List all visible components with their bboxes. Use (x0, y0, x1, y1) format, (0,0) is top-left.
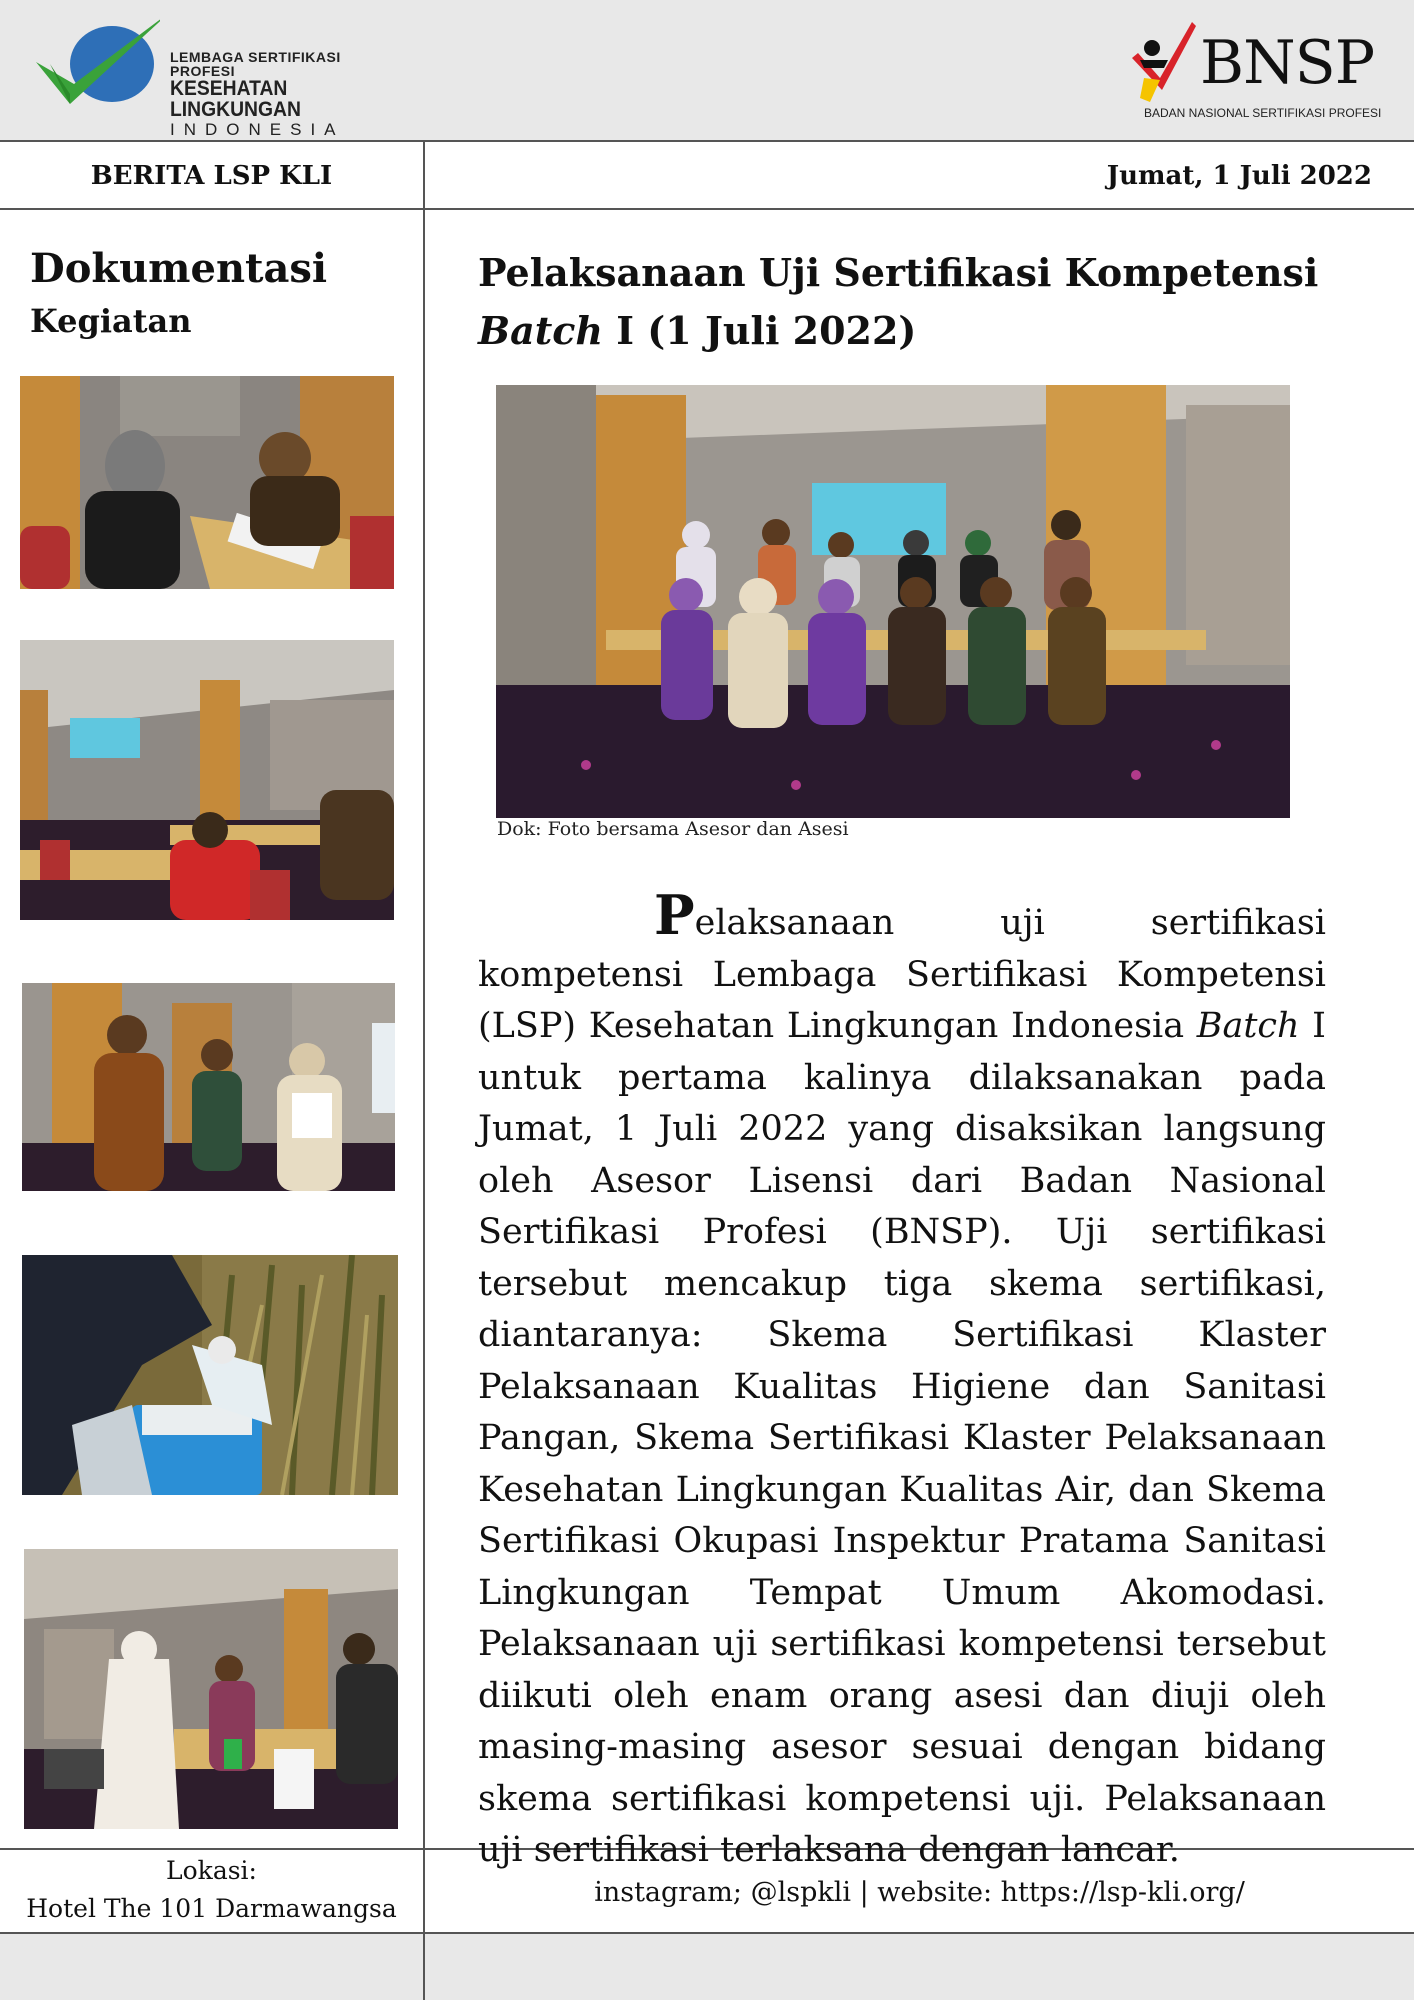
section-label: BERITA LSP KLI (90, 161, 333, 191)
bnsp-wordmark: BNSP (1200, 28, 1375, 98)
bnsp-emblem-icon (1130, 18, 1200, 108)
bottom-band (0, 1934, 1414, 2000)
bnsp-subtitle: BADAN NASIONAL SERTIFIKASI PROFESI (1144, 106, 1382, 120)
location-block (0, 1852, 423, 1932)
bnsp-logo (1130, 18, 1390, 128)
article-title-italic: Batch (478, 308, 604, 353)
article-title-line1: Pelaksanaan Uji Sertifikasi Kompetensi (478, 250, 1319, 295)
column-divider (423, 140, 425, 2000)
checkmark-globe-icon (30, 12, 160, 117)
photo-lab-table (24, 1549, 398, 1829)
page-header (0, 0, 1414, 142)
lsp-logo-line1: LEMBAGA SERTIFIKASI PROFESI (170, 49, 341, 79)
sidebar-subtitle: Kegiatan (30, 302, 192, 340)
photo-water-sampling (22, 1255, 398, 1495)
article-body (478, 883, 1326, 1877)
location-label: Lokasi: (166, 1856, 257, 1885)
article-title-rest: I (1 Juli 2022) (603, 308, 917, 353)
lsp-logo-line3: INDONESIA (170, 120, 345, 139)
article-body-part1: elaksanaan uji sertifikasi kompetensi Lembaga Sertifikasi Kompetensi (LSP) Kesehatan Lingkungan Indonesia (478, 903, 1326, 1046)
bottom-band-divider (423, 1934, 425, 2000)
lsp-logo-line2: KESEHATAN LINGKUNGAN (170, 77, 301, 121)
photo-meeting-room (20, 640, 394, 920)
sidebar-title: Dokumentasi (30, 245, 328, 292)
photo-caption: Dok: Foto bersama Asesor dan Asesi (497, 818, 849, 840)
article-body-part2: I untuk pertama kalinya dilaksanakan pada Jumat, 1 Juli 2022 yang disaksikan langsung oleh Asesor Lisensi dari Badan Nasional Sertifikasi Profesi (BNSP). Uji sertifikasi tersebut mencakup tiga skema sertifikasi, diantaranya: Skema Sertifikasi Klaster Pelaksanaan Kualitas Higiene dan Sanitasi Pangan, Skema Sertifikasi Klaster Pelaksanaan Kesehatan Lingkungan Kualitas Air, dan Skema Sertifikasi Okupasi Inspektur Pratama Sanitasi Lingkungan Tempat Umum Akomodasi. Pelaksanaan uji sertifikasi kompetensi tersebut diikuti oleh enam orang asesi dan diuji oleh masing-masing asesor sesuai dengan bidang skema sertifikasi kompetensi uji. Pelaksanaan uji sertifikasi terlaksana dengan lancar. (478, 1006, 1326, 1870)
publication-date: Jumat, 1 Juli 2022 (1106, 161, 1372, 191)
main-group-photo (496, 385, 1290, 818)
contact-line: instagram; @lspkli | website: https://lsp-kli.org/ (594, 1876, 1245, 1908)
photo-interview-desk (20, 376, 394, 589)
article-title (478, 244, 1358, 360)
photo-group-standing (22, 983, 395, 1191)
drop-cap: P (654, 883, 695, 947)
lsp-kli-logo (30, 12, 400, 139)
location-value: Hotel The 101 Darmawangsa (26, 1894, 397, 1923)
article-body-italic: Batch (1196, 1006, 1300, 1046)
